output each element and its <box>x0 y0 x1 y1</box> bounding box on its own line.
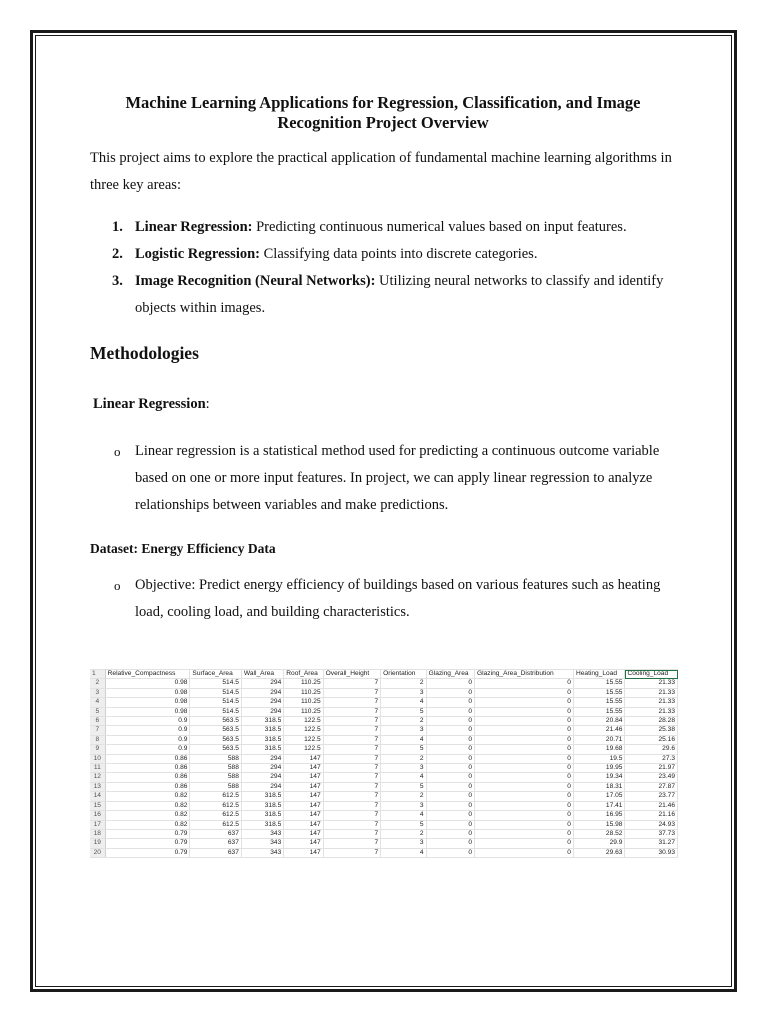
table-cell[interactable]: 7 <box>323 698 381 707</box>
table-cell[interactable]: 637 <box>190 848 241 857</box>
table-cell[interactable]: 16.95 <box>573 811 624 820</box>
row-number: 12 <box>90 773 105 782</box>
table-cell[interactable]: 4 <box>381 773 426 782</box>
table-body <box>90 670 678 858</box>
table-cell[interactable]: 0.82 <box>105 820 190 829</box>
table-cell[interactable]: 0 <box>426 839 474 848</box>
table-cell[interactable]: 318.5 <box>241 801 283 810</box>
table-cell[interactable]: 0.98 <box>105 698 190 707</box>
row-number: 14 <box>90 792 105 801</box>
table-cell[interactable]: 23.49 <box>625 773 678 782</box>
table-cell[interactable]: 19.68 <box>573 745 624 754</box>
table-cell[interactable]: 563.5 <box>190 735 241 744</box>
table-cell[interactable]: 514.5 <box>190 707 241 716</box>
table-cell[interactable]: 7 <box>323 829 381 838</box>
table-cell[interactable]: 110.25 <box>284 679 323 688</box>
table-row <box>90 801 678 810</box>
table-cell[interactable]: 15.55 <box>573 679 624 688</box>
table-cell[interactable]: 612.5 <box>190 792 241 801</box>
table-cell[interactable]: 2 <box>381 829 426 838</box>
table-cell[interactable]: 19.34 <box>573 773 624 782</box>
table-cell[interactable]: 7 <box>323 820 381 829</box>
dataset-heading: Dataset: Energy Efficiency Data <box>90 541 276 556</box>
table-row <box>90 679 678 688</box>
table-cell[interactable]: 3 <box>381 688 426 697</box>
column-header[interactable]: Wall_Area <box>241 670 283 679</box>
table-cell[interactable]: 29.63 <box>573 848 624 857</box>
table-cell[interactable]: 0 <box>475 698 574 707</box>
row-number: 3 <box>90 688 105 697</box>
table-cell[interactable]: 0.9 <box>105 745 190 754</box>
table-row <box>90 754 678 763</box>
table-cell[interactable]: 147 <box>284 811 323 820</box>
table-cell[interactable]: 7 <box>323 801 381 810</box>
table-cell[interactable]: 0 <box>475 801 574 810</box>
row-number: 13 <box>90 782 105 791</box>
table-cell[interactable]: 110.25 <box>284 707 323 716</box>
table-cell[interactable]: 19.5 <box>573 754 624 763</box>
table-cell[interactable]: 147 <box>284 782 323 791</box>
methodologies-heading: Methodologies <box>90 343 199 363</box>
table-cell[interactable]: 21.33 <box>625 679 678 688</box>
table-cell[interactable]: 0 <box>475 811 574 820</box>
table-cell[interactable]: 637 <box>190 839 241 848</box>
table-cell[interactable]: 27.87 <box>625 782 678 791</box>
table-cell[interactable]: 514.5 <box>190 698 241 707</box>
table-cell[interactable]: 294 <box>241 782 283 791</box>
table-cell[interactable]: 0 <box>426 773 474 782</box>
linear-regression-heading <box>93 396 210 413</box>
table-cell[interactable]: 0 <box>426 754 474 763</box>
energy-efficiency-data-table <box>90 669 678 858</box>
row-number: 17 <box>90 820 105 829</box>
list-number: 1. <box>112 219 123 235</box>
objective-bullet <box>114 572 670 626</box>
table-cell[interactable]: 28.28 <box>625 717 678 726</box>
table-cell[interactable]: 294 <box>241 707 283 716</box>
column-header[interactable]: Surface_Area <box>190 670 241 679</box>
table-row <box>90 698 678 707</box>
table-cell[interactable]: 7 <box>323 688 381 697</box>
table-cell[interactable]: 0 <box>475 707 574 716</box>
table-cell[interactable]: 294 <box>241 764 283 773</box>
table-cell[interactable]: 0 <box>426 782 474 791</box>
table-cell[interactable]: 17.05 <box>573 792 624 801</box>
table-cell[interactable]: 0 <box>475 829 574 838</box>
table-cell[interactable]: 0 <box>475 735 574 744</box>
table-header-row <box>90 670 678 679</box>
table-cell[interactable]: 563.5 <box>190 726 241 735</box>
list-item <box>112 214 672 241</box>
table-cell[interactable]: 21.33 <box>625 688 678 697</box>
table-cell[interactable]: 294 <box>241 754 283 763</box>
table-cell[interactable]: 0.9 <box>105 726 190 735</box>
table-cell[interactable]: 0.98 <box>105 679 190 688</box>
list-item <box>112 241 672 268</box>
table-cell[interactable]: 7 <box>323 726 381 735</box>
table-row <box>90 829 678 838</box>
column-header[interactable]: Relative_Compactness <box>105 670 190 679</box>
table-cell[interactable]: 21.97 <box>625 764 678 773</box>
table-cell[interactable]: 3 <box>381 764 426 773</box>
column-header[interactable]: Heating_Load <box>573 670 624 679</box>
table-cell[interactable]: 0 <box>475 773 574 782</box>
table-cell[interactable]: 147 <box>284 848 323 857</box>
table-cell[interactable]: 5 <box>381 745 426 754</box>
table-cell[interactable]: 110.25 <box>284 698 323 707</box>
table-cell[interactable]: 4 <box>381 848 426 857</box>
column-header[interactable]: Roof_Area <box>284 670 323 679</box>
table-cell[interactable]: 5 <box>381 782 426 791</box>
row-number: 10 <box>90 754 105 763</box>
table-cell[interactable]: 147 <box>284 829 323 838</box>
table-cell[interactable]: 318.5 <box>241 820 283 829</box>
table-cell[interactable]: 147 <box>284 839 323 848</box>
table-cell[interactable]: 37.73 <box>625 829 678 838</box>
table-cell[interactable]: 147 <box>284 754 323 763</box>
column-header[interactable]: Glazing_Area_Distribution <box>475 670 574 679</box>
table-cell[interactable]: 7 <box>323 754 381 763</box>
table-cell[interactable]: 3 <box>381 839 426 848</box>
table-cell[interactable]: 318.5 <box>241 792 283 801</box>
table-cell[interactable]: 0 <box>426 707 474 716</box>
row-number: 19 <box>90 839 105 848</box>
table-cell[interactable]: 122.5 <box>284 745 323 754</box>
table-cell[interactable]: 588 <box>190 782 241 791</box>
table-cell[interactable]: 147 <box>284 792 323 801</box>
table-cell[interactable]: 19.95 <box>573 764 624 773</box>
table-cell[interactable]: 0.86 <box>105 773 190 782</box>
row-number: 15 <box>90 801 105 810</box>
table-cell[interactable]: 5 <box>381 820 426 829</box>
table-cell[interactable]: 0.9 <box>105 717 190 726</box>
table-cell[interactable]: 147 <box>284 801 323 810</box>
table-cell[interactable]: 343 <box>241 839 283 848</box>
linear-regression-bullet <box>114 438 670 519</box>
table-cell[interactable]: 28.52 <box>573 829 624 838</box>
table-row <box>90 820 678 829</box>
table-row <box>90 735 678 744</box>
column-header[interactable]: Glazing_Area <box>426 670 474 679</box>
table-row <box>90 811 678 820</box>
table-cell[interactable]: 0.86 <box>105 782 190 791</box>
table-cell[interactable]: 17.41 <box>573 801 624 810</box>
table-cell[interactable]: 25.38 <box>625 726 678 735</box>
table-cell[interactable]: 0 <box>426 745 474 754</box>
table-cell[interactable]: 0.82 <box>105 811 190 820</box>
row-number: 16 <box>90 811 105 820</box>
table-cell[interactable]: 21.46 <box>573 726 624 735</box>
list-description: Classifying data points into discrete categories. <box>260 246 538 262</box>
linear-regression-heading-text: Linear Regression <box>93 396 206 412</box>
table-cell[interactable]: 0 <box>426 726 474 735</box>
table-cell[interactable]: 0.98 <box>105 688 190 697</box>
list-number: 3. <box>112 273 123 289</box>
heading-colon: : <box>205 396 210 412</box>
row-number: 6 <box>90 717 105 726</box>
row-number: 7 <box>90 726 105 735</box>
list-term: Linear Regression: <box>135 219 253 235</box>
table-cell[interactable]: 21.16 <box>625 811 678 820</box>
table-cell[interactable]: 0 <box>475 745 574 754</box>
table-cell[interactable]: 2 <box>381 679 426 688</box>
bullet-marker: o <box>114 578 121 593</box>
table-cell[interactable]: 15.55 <box>573 707 624 716</box>
table-cell[interactable]: 318.5 <box>241 717 283 726</box>
table-cell[interactable]: 7 <box>323 707 381 716</box>
table-cell[interactable]: 588 <box>190 754 241 763</box>
table-cell[interactable]: 0 <box>426 764 474 773</box>
row-number: 2 <box>90 679 105 688</box>
table-cell[interactable]: 27.3 <box>625 754 678 763</box>
table-cell[interactable]: 4 <box>381 735 426 744</box>
table-cell[interactable]: 0 <box>475 679 574 688</box>
table-cell[interactable]: 0.82 <box>105 801 190 810</box>
document-title: Machine Learning Applications for Regression, Classification, and Image Recognition Project Overview <box>125 93 641 132</box>
table-cell[interactable]: 7 <box>323 792 381 801</box>
table-cell[interactable]: 294 <box>241 698 283 707</box>
table-row <box>90 848 678 857</box>
table-cell[interactable]: 7 <box>323 717 381 726</box>
table-cell[interactable]: 0 <box>426 717 474 726</box>
table-cell[interactable]: 318.5 <box>241 726 283 735</box>
table-cell[interactable]: 294 <box>241 688 283 697</box>
list-item <box>112 268 672 322</box>
table-cell[interactable]: 7 <box>323 735 381 744</box>
table-cell[interactable]: 2 <box>381 792 426 801</box>
list-term: Logistic Regression: <box>135 246 260 262</box>
table-cell[interactable]: 612.5 <box>190 820 241 829</box>
table-cell[interactable]: 7 <box>323 764 381 773</box>
table-cell[interactable]: 0 <box>475 782 574 791</box>
table-cell[interactable]: 122.5 <box>284 717 323 726</box>
table-cell[interactable]: 0 <box>475 848 574 857</box>
table-cell[interactable]: 0 <box>475 764 574 773</box>
table-cell[interactable]: 7 <box>323 811 381 820</box>
table-cell[interactable]: 0 <box>426 801 474 810</box>
table-cell[interactable]: 29.9 <box>573 839 624 848</box>
table-cell[interactable]: 7 <box>323 773 381 782</box>
table-cell[interactable]: 0 <box>475 792 574 801</box>
table-cell[interactable]: 0 <box>475 726 574 735</box>
table-cell[interactable]: 0 <box>475 839 574 848</box>
table-cell[interactable]: 3 <box>381 726 426 735</box>
row-number: 9 <box>90 745 105 754</box>
table-cell[interactable]: 23.77 <box>625 792 678 801</box>
table-cell[interactable]: 0.79 <box>105 829 190 838</box>
table-cell[interactable]: 0 <box>475 820 574 829</box>
row-number: 11 <box>90 764 105 773</box>
column-header[interactable]: Cooling_Load <box>625 670 678 679</box>
table-cell[interactable]: 5 <box>381 707 426 716</box>
table-cell[interactable]: 3 <box>381 801 426 810</box>
table-cell[interactable]: 318.5 <box>241 735 283 744</box>
table-cell[interactable]: 15.98 <box>573 820 624 829</box>
table-cell[interactable]: 0 <box>475 688 574 697</box>
table-cell[interactable]: 588 <box>190 764 241 773</box>
table-cell[interactable]: 514.5 <box>190 688 241 697</box>
table-cell[interactable]: 563.5 <box>190 745 241 754</box>
table-cell[interactable]: 0 <box>426 811 474 820</box>
table-cell[interactable]: 514.5 <box>190 679 241 688</box>
table-cell[interactable]: 31.27 <box>625 839 678 848</box>
table-cell[interactable]: 0.98 <box>105 707 190 716</box>
bullet-marker: o <box>114 444 121 459</box>
table-cell[interactable]: 0 <box>475 717 574 726</box>
table-cell[interactable]: 7 <box>323 848 381 857</box>
table-cell[interactable]: 7 <box>323 679 381 688</box>
table-cell[interactable]: 0 <box>426 829 474 838</box>
table-row <box>90 717 678 726</box>
table-cell[interactable]: 588 <box>190 773 241 782</box>
table-cell[interactable]: 0 <box>426 679 474 688</box>
table-cell[interactable]: 0 <box>475 754 574 763</box>
table-cell[interactable]: 20.84 <box>573 717 624 726</box>
table-cell[interactable]: 7 <box>323 782 381 791</box>
table-cell[interactable]: 294 <box>241 679 283 688</box>
table-cell[interactable]: 0.79 <box>105 839 190 848</box>
table-cell[interactable]: 318.5 <box>241 745 283 754</box>
table-cell[interactable]: 7 <box>323 745 381 754</box>
list-description: Utilizing neural networks to classify and identify objects within images. <box>135 273 664 316</box>
table-cell[interactable]: 21.33 <box>625 698 678 707</box>
table-row <box>90 782 678 791</box>
table-row <box>90 707 678 716</box>
row-number: 8 <box>90 735 105 744</box>
table-cell[interactable]: 0 <box>426 735 474 744</box>
table-cell[interactable]: 110.25 <box>284 688 323 697</box>
table-row <box>90 688 678 697</box>
table-row <box>90 839 678 848</box>
row-number: 4 <box>90 698 105 707</box>
table-cell[interactable]: 637 <box>190 829 241 838</box>
table-cell[interactable]: 612.5 <box>190 801 241 810</box>
row-number: 18 <box>90 829 105 838</box>
table-row <box>90 792 678 801</box>
table-row <box>90 726 678 735</box>
table-cell[interactable]: 15.55 <box>573 698 624 707</box>
table-cell[interactable]: 2 <box>381 717 426 726</box>
table-cell[interactable]: 147 <box>284 773 323 782</box>
table-cell[interactable]: 0.82 <box>105 792 190 801</box>
row-number: 5 <box>90 707 105 716</box>
table-cell[interactable]: 2 <box>381 754 426 763</box>
row-number: 20 <box>90 848 105 857</box>
table-cell[interactable]: 0 <box>426 848 474 857</box>
table-cell[interactable]: 24.93 <box>625 820 678 829</box>
table-cell[interactable]: 0.86 <box>105 764 190 773</box>
table-cell[interactable]: 4 <box>381 811 426 820</box>
table-cell[interactable]: 0.9 <box>105 735 190 744</box>
table-cell[interactable]: 343 <box>241 848 283 857</box>
table-cell[interactable]: 21.33 <box>625 707 678 716</box>
list-number: 2. <box>112 246 123 262</box>
list-term: Image Recognition (Neural Networks): <box>135 273 376 289</box>
table-cell[interactable]: 15.55 <box>573 688 624 697</box>
table-cell[interactable]: 294 <box>241 773 283 782</box>
table-cell[interactable]: 0 <box>426 820 474 829</box>
table-cell[interactable]: 7 <box>323 839 381 848</box>
table-cell[interactable]: 29.6 <box>625 745 678 754</box>
table-cell[interactable]: 18.31 <box>573 782 624 791</box>
row-number: 1 <box>90 670 105 679</box>
table-cell[interactable]: 30.93 <box>625 848 678 857</box>
table-cell[interactable]: 0 <box>426 698 474 707</box>
table-row <box>90 773 678 782</box>
table-cell[interactable]: 122.5 <box>284 726 323 735</box>
table-cell[interactable]: 0 <box>426 688 474 697</box>
table-row <box>90 764 678 773</box>
intro-paragraph: This project aims to explore the practical application of fundamental machine learning algorithms in three key areas: <box>90 150 672 193</box>
table-cell[interactable]: 0.79 <box>105 848 190 857</box>
table-cell[interactable]: 0 <box>426 792 474 801</box>
table-cell[interactable]: 122.5 <box>284 735 323 744</box>
table-cell[interactable]: 20.71 <box>573 735 624 744</box>
table-cell[interactable]: 343 <box>241 829 283 838</box>
table-cell[interactable]: 4 <box>381 698 426 707</box>
table-cell[interactable]: 612.5 <box>190 811 241 820</box>
table-cell[interactable]: 563.5 <box>190 717 241 726</box>
list-description: Predicting continuous numerical values based on input features. <box>252 219 627 235</box>
objective-description: Objective: Predict energy efficiency of buildings based on various features such as heating load, cooling load, and building characteristics. <box>135 577 661 620</box>
table-cell[interactable]: 21.46 <box>625 801 678 810</box>
column-header[interactable]: Orientation <box>381 670 426 679</box>
key-areas-list <box>112 214 672 322</box>
table-cell[interactable]: 0.86 <box>105 754 190 763</box>
table-cell[interactable]: 147 <box>284 820 323 829</box>
table-cell[interactable]: 147 <box>284 764 323 773</box>
table-cell[interactable]: 318.5 <box>241 811 283 820</box>
table-cell[interactable]: 25.16 <box>625 735 678 744</box>
linear-regression-description: Linear regression is a statistical method used for predicting a continuous outcome variable based on one or more input features. In project, we can apply linear regression to analyze relationships between variables and make predictions. <box>135 443 660 513</box>
column-header[interactable]: Overall_Height <box>323 670 381 679</box>
table-row <box>90 745 678 754</box>
